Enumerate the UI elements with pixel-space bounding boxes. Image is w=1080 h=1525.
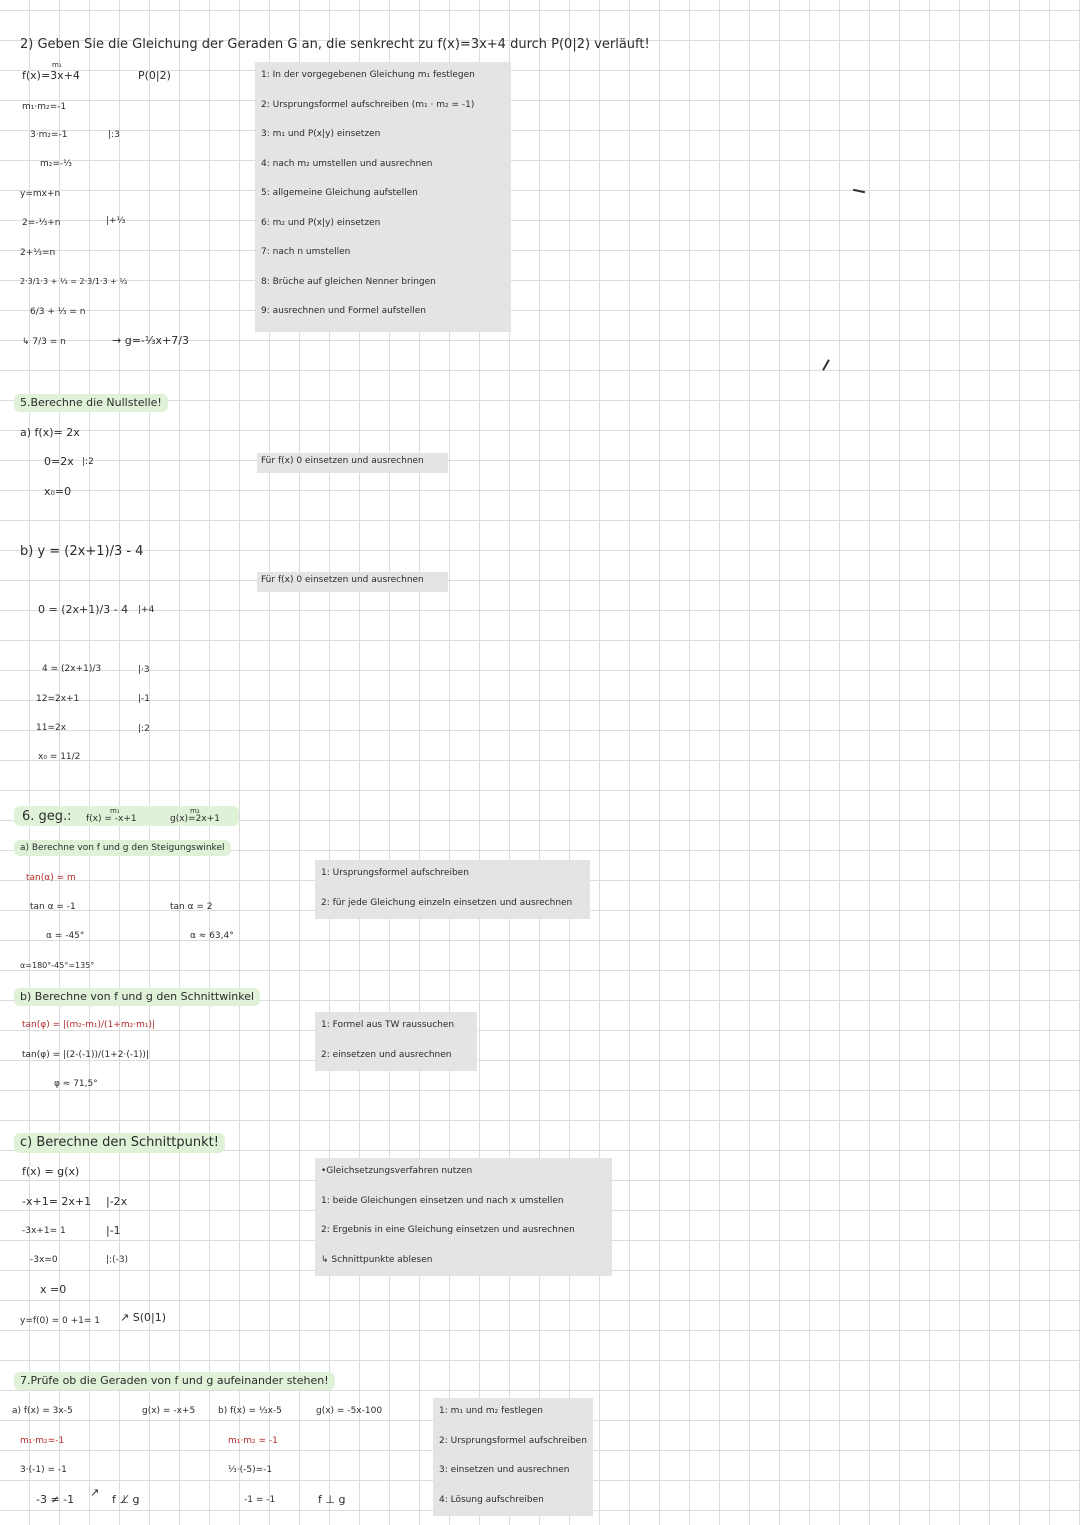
result-line: ↗ S(0|1) [120, 1311, 166, 1324]
work-line: -x+1= 2x+1 [22, 1195, 92, 1208]
work-line: -3x=0 [30, 1255, 58, 1265]
work-line: 4 = (2x+1)/3 [42, 664, 102, 674]
work-line: tan(φ) = |(2-(-1))/(1+2·(-1))| [22, 1050, 149, 1060]
work-line: f(x) = g(x) [22, 1165, 80, 1178]
task7a-f: a) f(x) = 3x-5 [12, 1406, 73, 1416]
task7a-g: g(x) = -x+5 [142, 1406, 196, 1416]
step: 1: m₁ und m₂ festlegen [439, 1406, 543, 1416]
work-line: f(x)=3x+4 [22, 69, 80, 82]
work-line: α ≈ 63,4° [190, 931, 234, 941]
work-line: 0=2x [44, 455, 74, 468]
pen-mark [853, 189, 865, 193]
work-line: -3x+1= 1 [22, 1226, 66, 1236]
m2-mark: m₂ [190, 807, 200, 815]
result-line: α=180°-45°=135° [20, 961, 95, 970]
work-line: y=f(0) = 0 +1= 1 [20, 1316, 101, 1326]
work-line: x =0 [40, 1283, 67, 1296]
work-line: ↳ 7/3 = n [22, 337, 66, 347]
work-line: ⅓·(-5)=-1 [228, 1465, 273, 1475]
task6a-steps-box [315, 860, 590, 919]
formula: m₁·m₂ = -1 [228, 1436, 278, 1446]
step: 7: nach n umstellen [261, 247, 351, 257]
result-line: f ⊥̸ g [112, 1493, 140, 1506]
work-line: x₀ = 11/2 [38, 752, 81, 762]
step: 2: Ursprungsformel aufschreiben (m₁ · m₂ = -1) [261, 99, 475, 110]
work-line: x₀=0 [44, 485, 72, 498]
step: 6: m₂ und P(x|y) einsetzen [261, 217, 381, 228]
work-line: 2=-⅓+n [22, 218, 61, 228]
step: 2: für jede Gleichung einzeln einsetzen und ausrechnen [321, 897, 573, 908]
work-line: α = -45° [46, 931, 85, 941]
step: 2: einsetzen und ausrechnen [321, 1049, 452, 1060]
work-op: |:2 [82, 457, 94, 467]
task5-title: 5.Berechne die Nullstelle! [14, 394, 168, 412]
step: 1: Formel aus TW raussuchen [321, 1020, 455, 1030]
step: 8: Brüche auf gleichen Nenner bringen [261, 276, 436, 287]
task2-title: 2) Geben Sie die Gleichung der Geraden G an, die senkrecht zu f(x)=3x+4 durch P(0|2) verläuft! [20, 37, 650, 52]
formula: tan(α) = m [26, 873, 76, 883]
task5a-note-box [257, 453, 448, 473]
work-op: |+⅓ [106, 216, 126, 226]
work-line: 3·(-1) = -1 [20, 1465, 67, 1475]
work-line: 3·m₂=-1 [30, 130, 68, 140]
work-op: |:3 [108, 130, 120, 140]
note: Für f(x) 0 einsetzen und ausrechnen [261, 575, 424, 585]
work-line: 6/3 + ⅓ = n [30, 307, 86, 317]
arrow-mark: ↗ [90, 1486, 100, 1499]
step: 1: beide Gleichungen einsetzen und nach x umstellen [321, 1195, 564, 1206]
work-line: 2+⅓=n [20, 248, 56, 258]
work-line: φ ≈ 71,5° [54, 1079, 98, 1089]
step: •Gleichsetzungsverfahren nutzen [321, 1166, 473, 1176]
m1-mark: m₁ [110, 807, 120, 815]
step: 9: ausrechnen und Formel aufstellen [261, 306, 426, 316]
task2-steps-box [255, 62, 511, 332]
m1-mark: m₁ [52, 61, 62, 69]
f-definition: f(x) = -x+1 [86, 814, 137, 824]
g-definition: g(x)=2x+1 [170, 814, 220, 824]
work-op: |·3 [138, 665, 150, 675]
task5b-label: b) y = (2x+1)/3 - 4 [20, 544, 144, 559]
work-line: 0 = (2x+1)/3 - 4 [38, 603, 129, 616]
task6c-title: c) Berechne den Schnittpunkt! [14, 1133, 225, 1153]
step: 5: allgemeine Gleichung aufstellen [261, 188, 418, 198]
result-line: f ⊥ g [318, 1493, 346, 1506]
step: ↳ Schnittpunkte ablesen [321, 1254, 433, 1265]
task7-steps-box [433, 1398, 593, 1516]
work-line: m₂=-⅓ [40, 159, 72, 169]
work-op: |:2 [138, 724, 150, 734]
work-line: P(0|2) [138, 69, 171, 82]
task6c-steps-box [315, 1158, 612, 1276]
step: 4: Lösung aufschreiben [439, 1494, 544, 1505]
work-line: -1 = -1 [244, 1495, 276, 1505]
task6-given: 6. geg.: [22, 809, 72, 824]
pen-mark [822, 359, 830, 370]
task7b-f: b) f(x) = ⅓x-5 [218, 1406, 282, 1416]
step: 3: m₁ und P(x|y) einsetzen [261, 129, 381, 139]
task6a-title: a) Berechne von f und g den Steigungswinkel [14, 840, 231, 856]
work-line: 12=2x+1 [36, 694, 80, 704]
formula: tan(φ) = |(m₂-m₁)/(1+m₂·m₁)| [22, 1020, 155, 1030]
task6b-title: b) Berechne von f und g den Schnittwinkel [14, 988, 260, 1006]
task5b-note-box [257, 572, 448, 592]
step: 4: nach m₂ umstellen und ausrechnen [261, 158, 433, 169]
work-op: |-1 [106, 1224, 121, 1237]
work-op: |-1 [138, 694, 151, 704]
work-line: tan α = 2 [170, 902, 213, 912]
task7b-g: g(x) = -5x-100 [316, 1406, 383, 1416]
work-line: 11=2x [36, 723, 67, 733]
work-line: m₁·m₂=-1 [22, 102, 67, 112]
task7-title: 7.Prüfe ob die Geraden von f und g aufeinander stehen! [14, 1372, 335, 1390]
step: 2: Ursprungsformel aufschreiben [439, 1435, 587, 1446]
task6b-steps-box [315, 1012, 477, 1071]
step: 2: Ergebnis in eine Gleichung einsetzen und ausrechnen [321, 1225, 575, 1235]
work-op: |:(-3) [106, 1255, 129, 1265]
work-line: 2·3/1·3 + ⅓ = 2·3/1·3 + ⅓ [20, 277, 128, 286]
note: Für f(x) 0 einsetzen und ausrechnen [261, 456, 424, 466]
work-line: tan α = -1 [30, 902, 76, 912]
work-op: |+4 [138, 605, 155, 615]
work-line: y=mx+n [20, 189, 61, 199]
step: 1: In der vorgegebenen Gleichung m₁ festlegen [261, 70, 475, 80]
step: 1: Ursprungsformel aufschreiben [321, 868, 469, 878]
task5a-label: a) f(x)= 2x [20, 426, 80, 439]
work-op: |-2x [106, 1195, 128, 1208]
result-line: → g=-⅓x+7/3 [112, 334, 189, 347]
work-line: -3 ≠ -1 [36, 1493, 75, 1506]
step: 3: einsetzen und ausrechnen [439, 1465, 570, 1475]
formula: m₁·m₂=-1 [20, 1436, 65, 1446]
